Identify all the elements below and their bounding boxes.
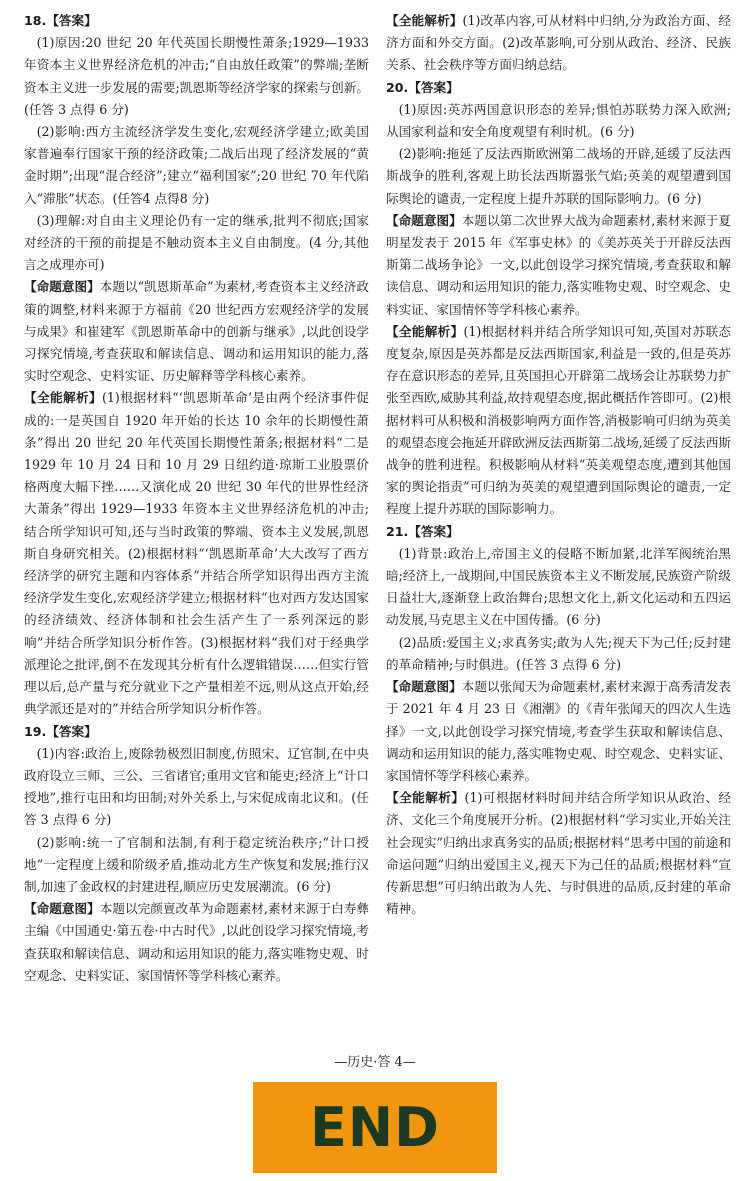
analysis-tag: 【全能解析】 — [386, 323, 464, 339]
q21-answer-part-1: (1)背景:政治上,帝国主义的侵略不断加紧,北洋军阀统治黑暗;经济上,一战期间,中国民族资本主义不断发展,民族资产阶级日益壮大,逐渐登上政治舞台;思想文化上,新文化运动和五四运动发展,马克思主义在中国传播。(6 分) — [386, 545, 731, 628]
page-footer: —历史·答 4— — [334, 1055, 416, 1070]
intent-tag: 【命题意图】 — [386, 212, 462, 228]
question-19-header — [24, 721, 369, 743]
intent-tag: 【命题意图】 — [386, 679, 462, 695]
answer-tag: 【答案】 — [408, 79, 459, 95]
q19-answer-part-1: (1)内容:政治上,废除勃极烈旧制度,仿照宋、辽官制,在中央政府设立三师、三公、三省诸官;重用文官和能吏;经济上“计口授地”,推行屯田和均田制;对外关系上,与宋促成南北议和。(任答 3 点得 6 分) — [24, 745, 369, 828]
end-label: END — [310, 1096, 440, 1159]
q18-analysis — [24, 387, 369, 720]
analysis-tag: 【全能解析】 — [24, 390, 102, 406]
question-number: 18. — [24, 13, 47, 28]
q20-intent-text: 本题以第二次世界大战为命题素材,素材来源于夏明星发表于 2015 年《军事史林》的《美苏英关于开辟反法西斯第二战场争论》一文,以此创设学习探究情境,考查获取和解读信息、调动和运用知识的能力,落实唯物史观、时空观念、史料实证、家国情怀等学科核心素养。 — [386, 212, 731, 317]
question-21-header — [386, 521, 731, 543]
q21-answer-part-2: (2)品质:爱国主义;求真务实;敢为人先;视天下为己任;反封建的革命精神;与时俱进。(任答 3 点得 6 分) — [386, 634, 731, 672]
q21-intent-text: 本题以张闻天为命题素材,素材来源于高秀清发表于 2021 年 4 月 23 日《湘潮》的《青年张闻天的四次人生选择》一文,以此创设学习探究情境,考查学生获取和解读信息、调动和运用知识的能力,落实唯物史观、时空观念、史料实证、家国情怀等学科核心素养。 — [386, 679, 731, 783]
q18-intent — [24, 276, 369, 387]
intent-tag: 【命题意图】 — [24, 901, 100, 917]
q19-analysis-text: (1)改革内容,可从材料中归纳,分为政治方面、经济方面和外交方面。(2)改革影响,可分别从政治、经济、民族关系、社会秩序等方面归纳总结。 — [386, 13, 732, 73]
q20-analysis — [386, 321, 731, 521]
answer-tag: 【答案】 — [46, 13, 97, 28]
q21-analysis-text: (1)可根据材料时间并结合所学知识从政治、经济、文化三个角度展开分析。(2)根据材料“学习实业,开始关注社会现实”归纳出求真务实的品质;根据材料“思考中国的前途和命运问题”归纳出爱国主义,视天下为己任的品质;根据材料“宣传新思想”可归纳出敢为人先、与时俱进的品质,反封建的革命精神。 — [386, 790, 732, 917]
end-banner — [253, 1082, 497, 1173]
q20-analysis-text: (1)根据材料并结合所学知识可知,英国对苏联态度复杂,原因是英苏都是反法西斯国家,利益是一致的,但是英苏存在意识形态的差异,且英国担心开辟第二战场会让苏联势力扩张至西欧,威胁其利益,故持观望态度,据此概括作答即可。(2)根据材料可从积极和消极影响两方面作答,消极影响可归纳为英美的观望态度会拖延开辟欧洲反法西斯第二战场,延缓了反法西斯战争的胜利进程。积极影响从材料“英美观望态度,遭到其他国家的舆论指责”可归纳为英美的观望遭到国际舆论的谴责,一定程度上提升苏联的国际影响力。 — [386, 323, 732, 517]
question-number: 19. — [24, 723, 47, 739]
q18-answer-part-1: (1)原因:20 世纪 20 年代英国长期慢性萧条;1929—1933 年资本主义世界经济危机的冲击;“自由放任政策”的弊端;垄断资本主义进一步发展的需要;凯恩斯等经济学家的探索与创新。(任答 3 点得 6 分) — [24, 35, 369, 117]
right-column — [386, 10, 731, 920]
q19-analysis — [386, 10, 731, 77]
question-20-header — [386, 77, 731, 99]
q20-intent — [386, 210, 731, 321]
q19-intent-text: 本题以完颜亶改革为命题素材,素材来源于白寿彝主编《中国通史·第五卷·中古时代》,以此创设学习探究情境,考查获取和解读信息、调动和运用知识的能力,落实唯物史观、时空观念、史料实证、家国情怀等学科核心素养。 — [24, 901, 369, 983]
q18-answer-part-2: (2)影响:西方主流经济学发生变化,宏观经济学建立;欧美国家普遍奉行国家干预的经济政策;二战后出现了经济发展的“黄金时期”;出现“混合经济”;建立“福利国家”;20 世纪 70 年代陷入“滞胀”状态。(任答4 点得8 分) — [24, 124, 369, 206]
q18-analysis-text: (1)根据材料“‘凯恩斯革命’是由两个经济事件促成的:一是英国自 1920 年开始的长达 10 余年的长期慢性萧条”得出 20 世纪 20 年代英国长期慢性萧条;根据材料“二是 1929 年 10 月 24 日和 10 月 29 日纽约道·琼斯工业股票价格两度大幅下挫……又演化成 20 世纪 30 年代的世界性经济大萧条”得出 1929—1933 年资本主义世界经济危机的冲击;结合所学知识可知,还与当时政策的弊端、资本主义发展,凯恩斯自身研究相关。(2)根据材料“‘凯恩斯革命’大大改写了西方经济学的研究主题和内容体系”并结合所学知识得出西方主流经济学发生变化,宏观经济学建立;根据材料“也对西方发达国家的经济绩效、经济体制和社会生活产生了一系列深远的影响”并结合所学知识分析作答。(3)根据材料“我们对于经典学派理论之批评,倒不在发现其分析有什么逻辑错误……但实行管理以后,总产量与充分就业下之产量相差不远,则从这点开始,经典学派还是对的”并结合所学知识分析作答。 — [24, 390, 369, 717]
q18-answer-part-3: (3)理解:对自由主义理论仍有一定的继承,批判不彻底;国家对经济的干预的前提是不触动资本主义自由制度。(4 分,其他言之成理亦可) — [24, 212, 369, 273]
q20-answer-part-1: (1)原因:英苏两国意识形态的差异;惧怕苏联势力深入欧洲;从国家利益和安全角度观望有利时机。(6 分) — [386, 101, 731, 140]
q19-intent — [24, 898, 369, 987]
q18-intent-text: 本题以“凯恩斯革命”为素材,考查资本主义经济政策的调整,材料来源于方福前《20 世纪西方宏观经济学的发展与成果》和崔建军《凯恩斯革命中的创新与继承》,以此创设学习探究情境,考查获取和解读信息、调动和运用知识的能力,落实时空观念、史料实证、历史解释等学科核心素养。 — [24, 279, 370, 384]
left-column — [24, 10, 369, 987]
q20-answer-part-2: (2)影响:拖延了反法西斯欧洲第二战场的开辟,延缓了反法西斯战争的胜利,客观上助长法西斯嚣张气焰;英美的观望遭到国际舆论的谴责,一定程度上提升苏联的国际影响力。(6 分) — [386, 146, 731, 206]
answer-tag: 【答案】 — [408, 523, 459, 539]
q19-answer-part-2: (2)影响:统一了官制和法制,有利于稳定统治秩序;“计口授地”一定程度上缓和阶级矛盾,推动北方生产恢复和发展;推行汉制,加速了金政权的封建进程,顺应历史发展潮流。(6 分) — [24, 834, 369, 894]
q21-intent — [386, 676, 731, 787]
question-18-header — [24, 10, 369, 32]
intent-tag: 【命题意图】 — [24, 279, 100, 295]
answer-tag: 【答案】 — [46, 723, 97, 739]
question-number: 20. — [386, 79, 409, 95]
question-number: 21. — [386, 523, 409, 539]
analysis-tag: 【全能解析】 — [386, 790, 465, 806]
analysis-tag: 【全能解析】 — [386, 13, 463, 28]
q21-analysis — [386, 787, 731, 920]
